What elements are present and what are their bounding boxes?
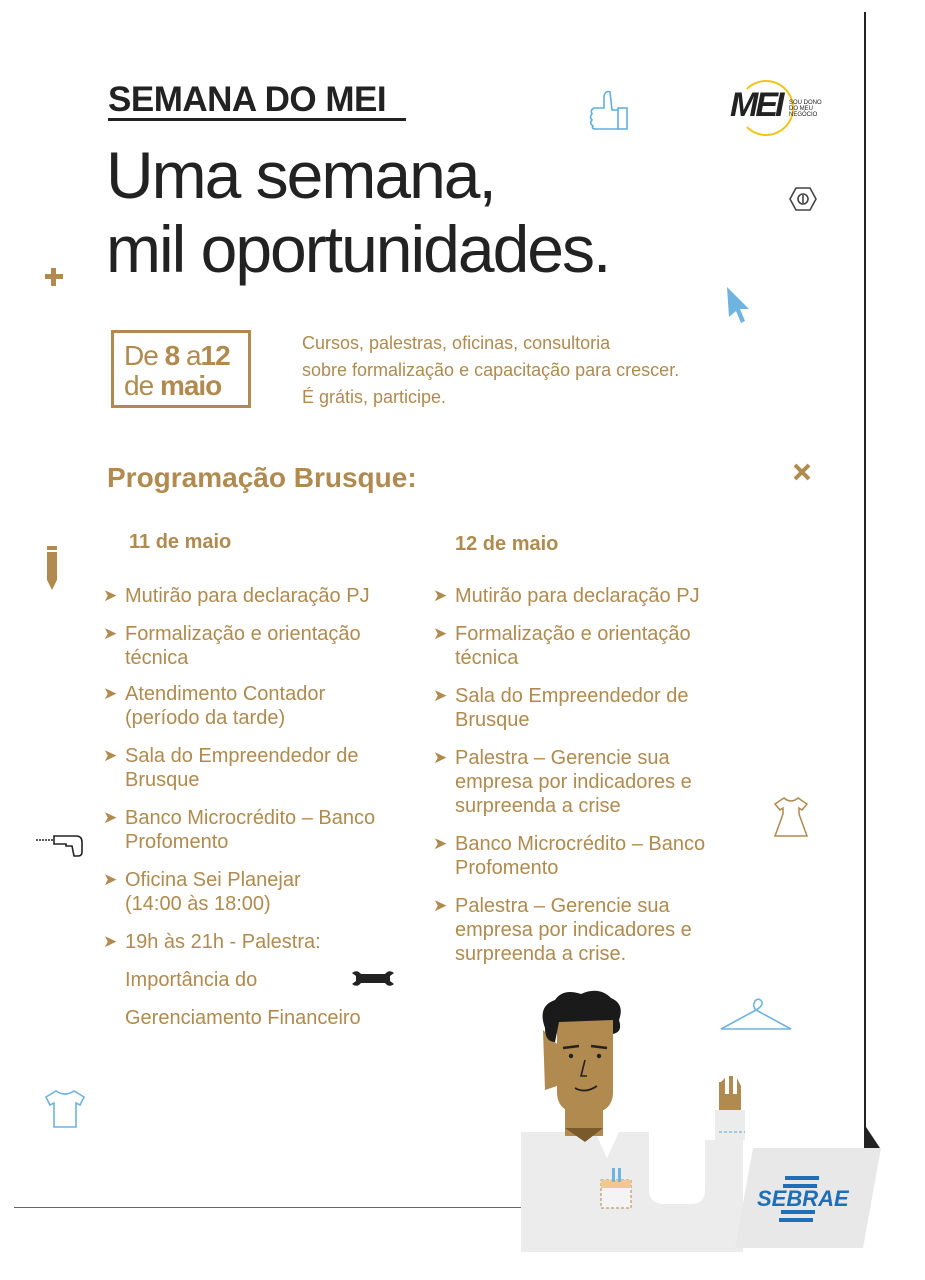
- logo-tagline: SOU DONO DO MEU NEGÓCIO: [789, 100, 822, 118]
- list-item: ➤ Formalização e orientação técnica: [433, 623, 691, 669]
- list-item: ➤ Palestra – Gerencie sua empresa por indicadores e surpreenda a crise.: [433, 895, 692, 965]
- divider: [14, 1207, 524, 1208]
- tshirt-icon: [44, 1089, 86, 1129]
- intro-line-3: É grátis, participe.: [302, 387, 447, 407]
- headline-line-2: mil oportunidades.: [106, 212, 610, 286]
- mei-logo: MEI: [730, 86, 782, 124]
- coin-icon: [788, 186, 818, 212]
- list-item-continuation: Importância do: [125, 969, 258, 991]
- day2-list: [433, 584, 755, 974]
- date-de: De: [124, 340, 158, 371]
- sebrae-logo: [735, 1148, 881, 1248]
- intro-line-2: sobre formalização e capacitação para crescer.: [302, 360, 680, 380]
- thumbs-up-icon: [588, 88, 630, 132]
- headline: [106, 138, 609, 286]
- list-item: ➤ 19h às 21h - Palestra:: [103, 931, 321, 953]
- page-border: [864, 12, 866, 1147]
- date-end: 12: [200, 340, 230, 371]
- corner-decoration: [864, 1124, 880, 1148]
- list-item: ➤ Sala do Empreendedor de Brusque: [433, 685, 689, 731]
- pencil-icon: [45, 546, 59, 590]
- list-item: ➤ Palestra – Gerencie sua empresa por indicadores e surpreenda a crise: [433, 747, 692, 817]
- headline-line-1: Uma semana,: [106, 138, 495, 212]
- intro-text: [302, 330, 679, 411]
- wrench-icon: [352, 970, 394, 988]
- cursor-icon: [725, 285, 751, 325]
- date-start: 8: [164, 340, 180, 371]
- list-item-continuation: Gerenciamento Financeiro: [125, 1007, 361, 1029]
- sebrae-wordmark: SEBRAE: [757, 1186, 849, 1211]
- list-item: ➤ Banco Microcrédito – Banco Profomento: [103, 807, 376, 853]
- list-item: ➤ Banco Microcrédito – Banco Profomento: [433, 833, 706, 879]
- date-box: [111, 330, 251, 408]
- entrepreneur-illustration: [515, 990, 750, 1255]
- list-item: ➤ Atendimento Contador (período da tarde): [103, 683, 326, 729]
- close-icon: [792, 462, 812, 482]
- day1-heading: 11 de maio: [129, 531, 232, 553]
- day2-heading: 12 de maio: [455, 533, 559, 555]
- list-item: ➤ Mutirão para declaração PJ: [103, 585, 370, 607]
- list-item: ➤ Sala do Empreendedor de Brusque: [103, 745, 359, 791]
- intro-line-1: Cursos, palestras, oficinas, consultoria: [302, 333, 611, 353]
- date-de-2: de: [124, 370, 154, 401]
- list-item: ➤ Oficina Sei Planejar (14:00 às 18:00): [103, 869, 301, 915]
- drill-icon: [36, 830, 86, 860]
- eyebrow-title: SEMANA DO MEI: [108, 82, 406, 121]
- date-a: a: [185, 340, 201, 371]
- section-title: Programação Brusque:: [107, 462, 417, 493]
- list-item: ➤ Formalização e orientação técnica: [103, 623, 361, 669]
- plus-icon: [44, 267, 64, 287]
- date-month: maio: [159, 370, 222, 401]
- list-item: ➤ Mutirão para declaração PJ: [433, 585, 700, 607]
- dress-icon: [773, 796, 809, 838]
